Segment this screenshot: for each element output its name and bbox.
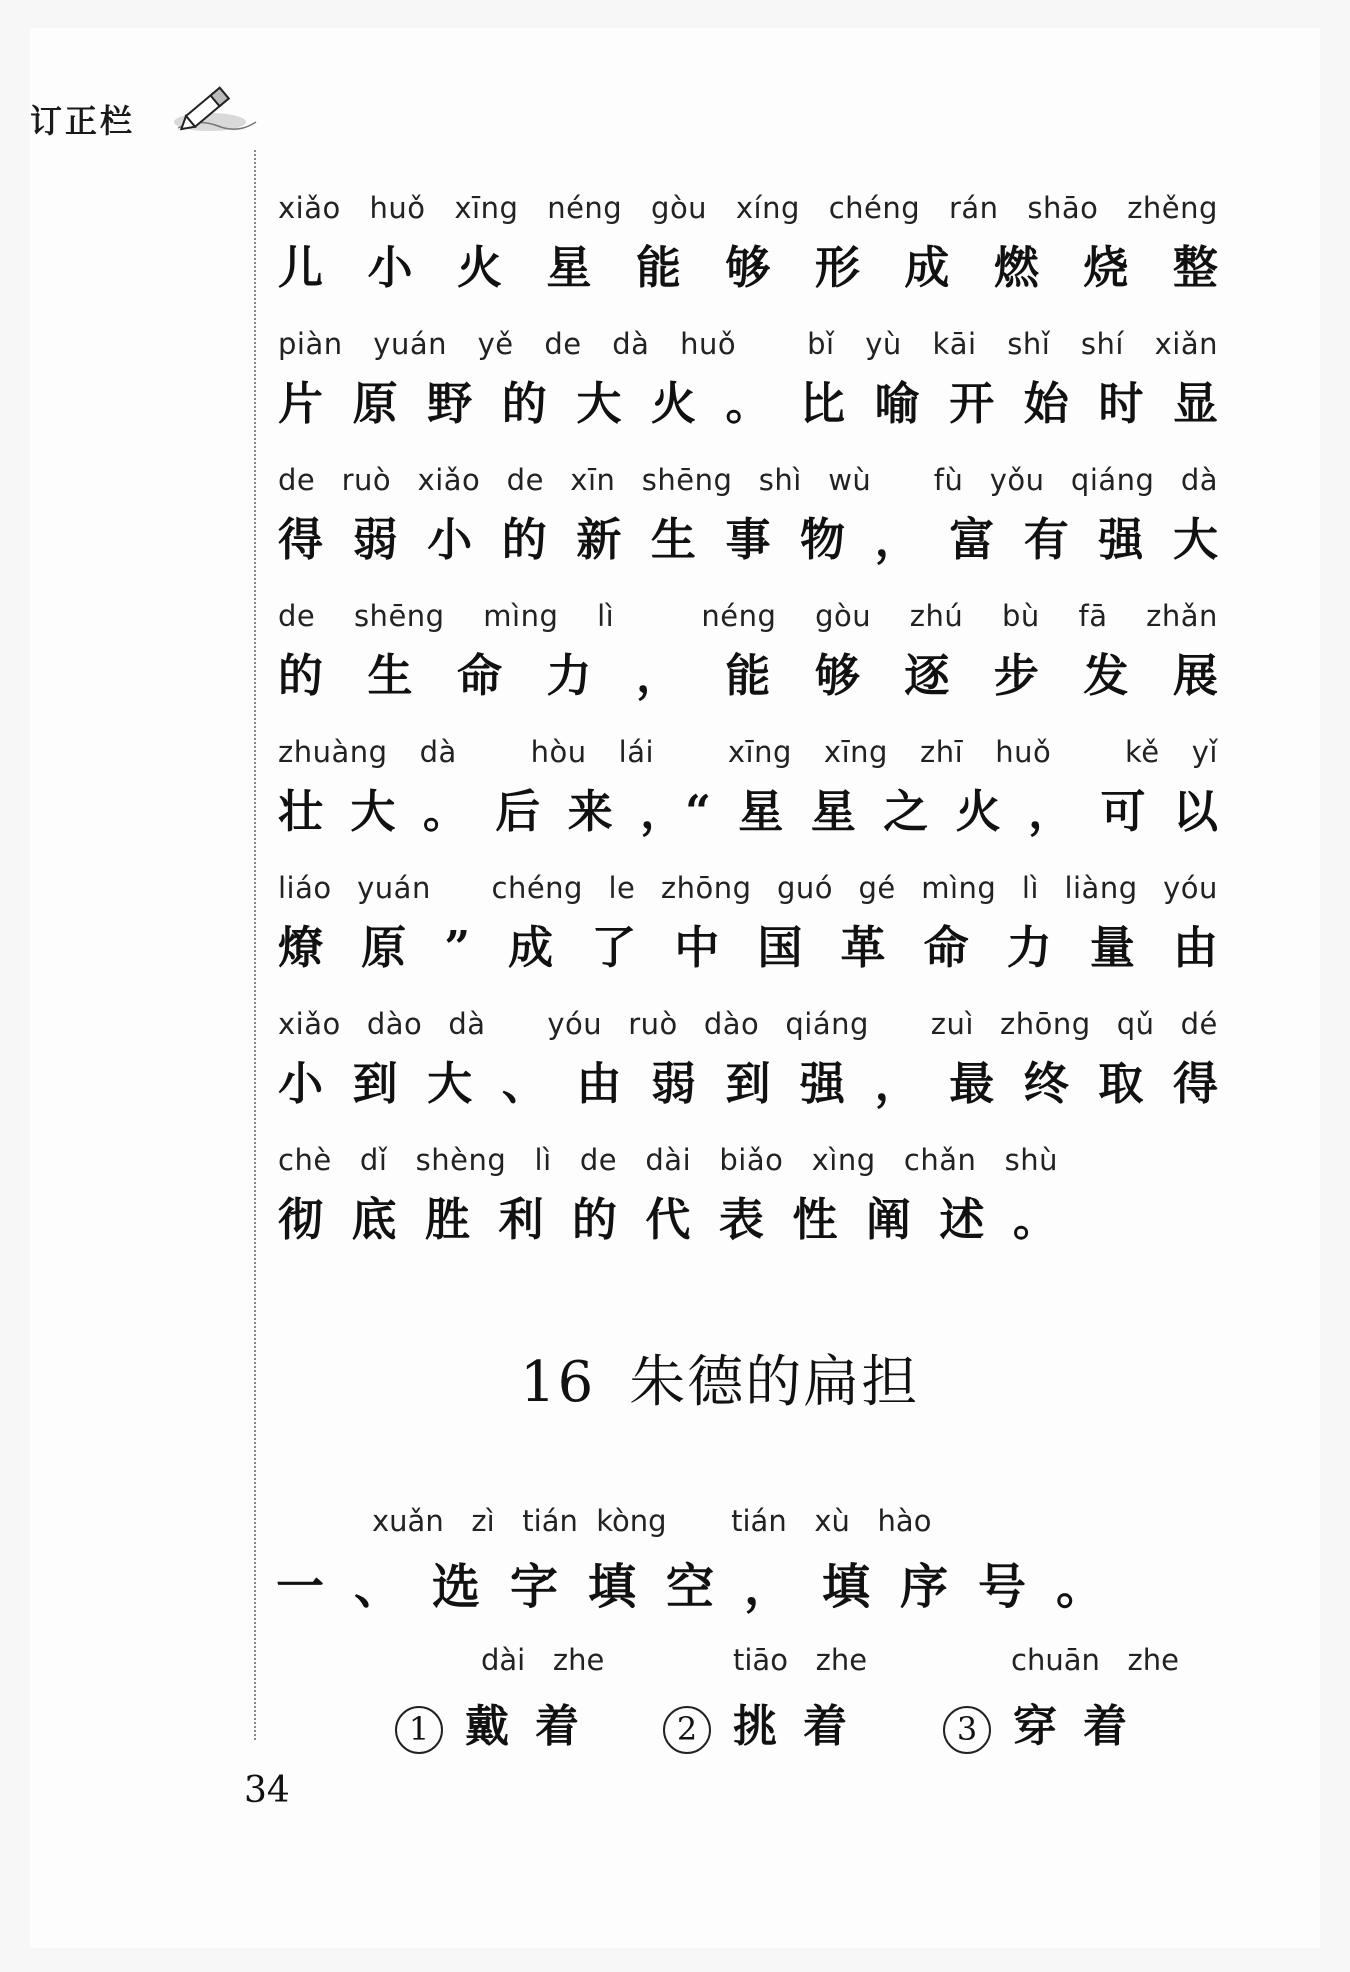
pinyin-syllable: liàng <box>1064 871 1138 905</box>
pinyin-row <box>278 188 1218 228</box>
pinyin-syllable: de <box>278 463 316 497</box>
hanzi-char: 由 <box>576 1057 622 1110</box>
pinyin-syllable: xiǎo <box>278 191 341 225</box>
pinyin-row <box>278 732 1218 772</box>
pinyin-syllable: lì <box>597 599 615 633</box>
hanzi-char: 事 <box>725 513 771 566</box>
hanzi-char: 得 <box>1172 1057 1218 1110</box>
pinyin-row <box>278 1140 1058 1180</box>
lesson-name: 朱德的扁担 <box>629 1350 920 1415</box>
pinyin-syllable: liáo <box>278 871 332 905</box>
hanzi-row <box>278 236 1218 300</box>
pinyin-syllable: le <box>608 871 636 905</box>
pinyin-syllable: yě <box>477 327 514 361</box>
hanzi-row <box>278 1188 1058 1252</box>
hanzi-char: 星 <box>810 785 856 838</box>
margin-divider <box>254 150 256 1740</box>
hanzi-char: 到 <box>725 1057 771 1110</box>
hanzi-char: 片 <box>278 377 324 430</box>
pinyin-syllable <box>898 460 908 500</box>
pinyin-syllable: qiáng <box>1070 463 1155 497</box>
pinyin-syllable: bù <box>1001 599 1040 633</box>
hanzi-char: ，“ <box>640 785 711 838</box>
pinyin-syllable: zhōng <box>1000 1007 1091 1041</box>
pinyin-syllable <box>489 732 499 772</box>
hanzi-char: 能 <box>635 241 681 294</box>
hanzi-char: 小 <box>427 513 473 566</box>
circled-number: 3 <box>943 1706 991 1754</box>
hanzi-char: 壮 <box>278 785 324 838</box>
hanzi-char: 大 <box>576 377 622 430</box>
hanzi-char: 展 <box>1172 649 1218 702</box>
pinyin-syllable: bǐ <box>807 327 835 361</box>
pinyin-syllable: gòu <box>815 599 872 633</box>
hanzi-char: 小 <box>367 241 413 294</box>
hanzi-char: 取 <box>1098 1057 1144 1110</box>
hanzi-char: 能 <box>725 649 771 702</box>
pinyin-syllable: shí <box>1080 327 1124 361</box>
hanzi-char: 生 <box>367 649 413 702</box>
hanzi-char: 利 <box>498 1193 544 1246</box>
passage <box>278 188 1218 1276</box>
option-word: 挑着 <box>733 1701 873 1752</box>
pinyin-syllable: shèng <box>415 1143 507 1177</box>
pinyin-row <box>278 460 1218 500</box>
pinyin-syllable: dǐ <box>359 1143 388 1177</box>
pinyin-syllable: lì <box>534 1143 552 1177</box>
pinyin-syllable: qiáng <box>785 1007 869 1041</box>
hanzi-char: 喻 <box>874 377 920 430</box>
pinyin-syllable: shēng <box>641 463 733 497</box>
pinyin-syllable: xīng <box>727 735 792 769</box>
option-pinyin: tiāo zhe <box>733 1643 868 1677</box>
pinyin-syllable: yù <box>865 327 902 361</box>
pinyin-syllable: dà <box>612 327 650 361</box>
hanzi-char: 的 <box>501 377 547 430</box>
pinyin-syllable: zhuàng <box>278 735 388 769</box>
hanzi-char: ， <box>874 1057 920 1110</box>
hanzi-row <box>278 1052 1218 1116</box>
hanzi-char: 力 <box>546 649 592 702</box>
hanzi-char: 强 <box>1098 513 1144 566</box>
pinyin-syllable <box>512 1004 522 1044</box>
passage-line <box>278 324 1218 460</box>
pinyin-syllable: xiǎn <box>1154 327 1218 361</box>
passage-line <box>278 188 1218 324</box>
hanzi-row <box>278 780 1218 844</box>
passage-line <box>278 732 1218 868</box>
pinyin-syllable: xīn <box>570 463 616 497</box>
pinyin-syllable: chǎn <box>903 1143 977 1177</box>
pinyin-syllable <box>653 596 663 636</box>
hanzi-row <box>278 916 1218 980</box>
hanzi-char: 大 <box>427 1057 473 1110</box>
hanzi-char: 。 <box>422 785 468 838</box>
hanzi-char: 新 <box>576 513 622 566</box>
hanzi-char: 成 <box>904 241 950 294</box>
pinyin-syllable: dài <box>645 1143 692 1177</box>
hanzi-char: 以 <box>1172 785 1218 838</box>
hanzi-char: 发 <box>1083 649 1129 702</box>
pinyin-syllable: chè <box>278 1143 332 1177</box>
option-1 <box>395 1640 605 1754</box>
hanzi-char: 命 <box>456 649 502 702</box>
hanzi-char: 弱 <box>352 513 398 566</box>
pinyin-syllable: kāi <box>932 327 977 361</box>
hanzi-char: 。 <box>725 377 771 430</box>
pinyin-syllable: de <box>506 463 544 497</box>
pinyin-syllable: zhǎn <box>1146 599 1218 633</box>
hanzi-char: 可 <box>1100 785 1146 838</box>
pinyin-syllable: yóu <box>1163 871 1218 905</box>
question-pinyin: xuǎn zì tián kòng tián xù hào <box>372 1504 932 1538</box>
hanzi-row <box>278 508 1218 572</box>
pinyin-syllable <box>686 732 696 772</box>
question-heading: 一、选字填空，填序号。 <box>276 1559 1135 1615</box>
hanzi-char: 儿 <box>278 241 324 294</box>
lesson-number: 16 <box>520 1350 596 1415</box>
hanzi-char: 逐 <box>904 649 950 702</box>
pinyin-syllable: lái <box>618 735 655 769</box>
hanzi-char: 火 <box>650 377 696 430</box>
pinyin-syllable: mìng <box>921 871 997 905</box>
hanzi-char: 最 <box>949 1057 995 1110</box>
pinyin-row <box>278 868 1218 908</box>
correction-column-label: 订正栏 <box>30 102 136 140</box>
hanzi-char: 生 <box>650 513 696 566</box>
hanzi-char: 野 <box>427 377 473 430</box>
pinyin-syllable: piàn <box>278 327 343 361</box>
pinyin-syllable <box>1083 732 1093 772</box>
pinyin-syllable: guó <box>776 871 834 905</box>
hanzi-char: 表 <box>718 1193 764 1246</box>
hanzi-char: 后 <box>495 785 541 838</box>
hanzi-char: 火 <box>955 785 1001 838</box>
lesson-title <box>520 1338 919 1418</box>
hanzi-char: 比 <box>800 377 846 430</box>
hanzi-char: 量 <box>1089 921 1135 974</box>
pinyin-syllable: huǒ <box>995 735 1052 769</box>
hanzi-char: 大 <box>1172 513 1218 566</box>
pinyin-syllable: biǎo <box>719 1143 784 1177</box>
hanzi-char: 来 <box>567 785 613 838</box>
hanzi-char: 命 <box>923 921 969 974</box>
pinyin-syllable: xīng <box>454 191 519 225</box>
pinyin-syllable: yuán <box>373 327 447 361</box>
hanzi-char: 述 <box>939 1193 985 1246</box>
hanzi-row <box>278 372 1218 436</box>
pinyin-syllable: shēng <box>353 599 445 633</box>
hanzi-char: 到 <box>352 1057 398 1110</box>
hanzi-char: 燎 <box>278 921 324 974</box>
hanzi-char: 的 <box>501 513 547 566</box>
hanzi-char: 之 <box>883 785 929 838</box>
pinyin-syllable: dào <box>366 1007 423 1041</box>
hanzi-char: 小 <box>278 1057 324 1110</box>
hanzi-char: 革 <box>840 921 886 974</box>
hanzi-char: 底 <box>351 1193 397 1246</box>
pinyin-syllable: xiǎo <box>278 1007 341 1041</box>
pinyin-syllable: fù <box>933 463 964 497</box>
pinyin-syllable: de <box>278 599 316 633</box>
hanzi-char: 性 <box>792 1193 838 1246</box>
hanzi-char: 彻 <box>278 1193 324 1246</box>
hanzi-char: 成 <box>508 921 554 974</box>
pinyin-syllable: néng <box>701 599 777 633</box>
hanzi-char: 始 <box>1023 377 1069 430</box>
hanzi-char: 星 <box>738 785 784 838</box>
pinyin-syllable: dà <box>419 735 457 769</box>
hanzi-char: 原 <box>361 921 407 974</box>
pinyin-syllable: gòu <box>651 191 708 225</box>
pinyin-syllable: shù <box>1004 1143 1058 1177</box>
page-number: 34 <box>244 1770 290 1811</box>
pinyin-syllable: chéng <box>491 871 583 905</box>
hanzi-char: 中 <box>674 921 720 974</box>
pinyin-row <box>278 596 1218 636</box>
pinyin-syllable: wù <box>828 463 872 497</box>
pinyin-syllable: mìng <box>483 599 559 633</box>
pinyin-row <box>278 1004 1218 1044</box>
hanzi-char: 。 <box>1012 1193 1058 1246</box>
option-2 <box>663 1640 873 1754</box>
pinyin-syllable: dà <box>448 1007 486 1041</box>
pinyin-syllable: huǒ <box>680 327 737 361</box>
hanzi-char: 由 <box>1172 921 1218 974</box>
hanzi-char: 烧 <box>1083 241 1129 294</box>
pinyin-syllable: ruò <box>628 1007 678 1041</box>
pinyin-syllable: dào <box>703 1007 760 1041</box>
pinyin-syllable: xíng <box>735 191 800 225</box>
pinyin-syllable: zhōng <box>660 871 752 905</box>
hanzi-char: 星 <box>546 241 592 294</box>
pinyin-syllable: xiǎo <box>417 463 481 497</box>
hanzi-char: 物 <box>800 513 846 566</box>
hanzi-char: ， <box>635 649 681 702</box>
hanzi-char: 的 <box>571 1193 617 1246</box>
pinyin-syllable: shì <box>758 463 802 497</box>
pinyin-syllable: xìng <box>811 1143 876 1177</box>
hanzi-char: 有 <box>1023 513 1069 566</box>
pinyin-syllable: huǒ <box>369 191 426 225</box>
hanzi-char: 够 <box>814 649 860 702</box>
pinyin-syllable: dé <box>1180 1007 1218 1041</box>
pinyin-syllable: fā <box>1078 599 1108 633</box>
pinyin-syllable: ruò <box>341 463 392 497</box>
pinyin-syllable: rán <box>948 191 999 225</box>
pinyin-syllable: de <box>544 327 582 361</box>
passage-line <box>278 1004 1218 1140</box>
pinyin-syllable: dà <box>1180 463 1218 497</box>
pinyin-syllable: xīng <box>823 735 888 769</box>
pinyin-syllable <box>456 868 466 908</box>
hanzi-char: 阐 <box>865 1193 911 1246</box>
pinyin-syllable: kě <box>1125 735 1160 769</box>
hanzi-char: 强 <box>800 1057 846 1110</box>
passage-line <box>278 596 1218 732</box>
passage-line <box>278 868 1218 1004</box>
pinyin-syllable: zhī <box>919 735 964 769</box>
hanzi-char: 终 <box>1023 1057 1069 1110</box>
hanzi-char: 、 <box>501 1057 547 1110</box>
hanzi-char: 原 <box>352 377 398 430</box>
pinyin-syllable: yuán <box>357 871 431 905</box>
hanzi-char: 开 <box>949 377 995 430</box>
pinyin-syllable: lì <box>1021 871 1039 905</box>
pinyin-syllable: gé <box>858 871 896 905</box>
pinyin-syllable: chéng <box>828 191 921 225</box>
hanzi-char: 代 <box>645 1193 691 1246</box>
option-3 <box>943 1640 1179 1754</box>
hanzi-char: 够 <box>725 241 771 294</box>
pinyin-row <box>278 324 1218 364</box>
pinyin-syllable: shāo <box>1027 191 1099 225</box>
hanzi-char: 了 <box>591 921 637 974</box>
hanzi-char: 火 <box>456 241 502 294</box>
hanzi-char: 胜 <box>424 1193 470 1246</box>
hanzi-char: 显 <box>1172 377 1218 430</box>
pinyin-syllable: zhú <box>909 599 964 633</box>
hanzi-char: 整 <box>1172 241 1218 294</box>
circled-number: 1 <box>395 1706 443 1754</box>
option-pinyin: dài zhe <box>481 1643 605 1677</box>
hanzi-char: 力 <box>1006 921 1052 974</box>
pinyin-syllable: zhěng <box>1127 191 1218 225</box>
hanzi-char: 的 <box>278 649 324 702</box>
pinyin-syllable: zuì <box>930 1007 974 1041</box>
circled-number: 2 <box>663 1706 711 1754</box>
hanzi-char: 大 <box>350 785 396 838</box>
option-pinyin: chuān zhe <box>1011 1643 1179 1677</box>
pinyin-syllable: yǒu <box>989 463 1045 497</box>
hanzi-char: 得 <box>278 513 324 566</box>
pinyin-syllable: yóu <box>547 1007 603 1041</box>
hanzi-char: ， <box>1028 785 1074 838</box>
pencil-icon <box>168 78 258 138</box>
pinyin-syllable: hòu <box>530 735 587 769</box>
option-word: 戴着 <box>465 1701 605 1752</box>
hanzi-char: 步 <box>993 649 1039 702</box>
passage-line <box>278 1140 1218 1276</box>
pinyin-syllable <box>895 1004 905 1044</box>
hanzi-char: 时 <box>1098 377 1144 430</box>
hanzi-char: 弱 <box>650 1057 696 1110</box>
pinyin-syllable: shǐ <box>1007 327 1051 361</box>
hanzi-char: ， <box>874 513 920 566</box>
pinyin-syllable: yǐ <box>1191 735 1218 769</box>
pinyin-syllable <box>767 324 777 364</box>
pinyin-syllable: néng <box>547 191 623 225</box>
hanzi-char: 国 <box>757 921 803 974</box>
passage-line <box>278 460 1218 596</box>
hanzi-char: 形 <box>814 241 860 294</box>
hanzi-row <box>278 644 1218 708</box>
pinyin-syllable: qǔ <box>1116 1007 1155 1041</box>
hanzi-char: 燃 <box>993 241 1039 294</box>
option-word: 穿着 <box>1013 1701 1153 1752</box>
hanzi-char: 富 <box>949 513 995 566</box>
hanzi-char: ” <box>444 921 471 974</box>
pinyin-syllable: de <box>579 1143 618 1177</box>
